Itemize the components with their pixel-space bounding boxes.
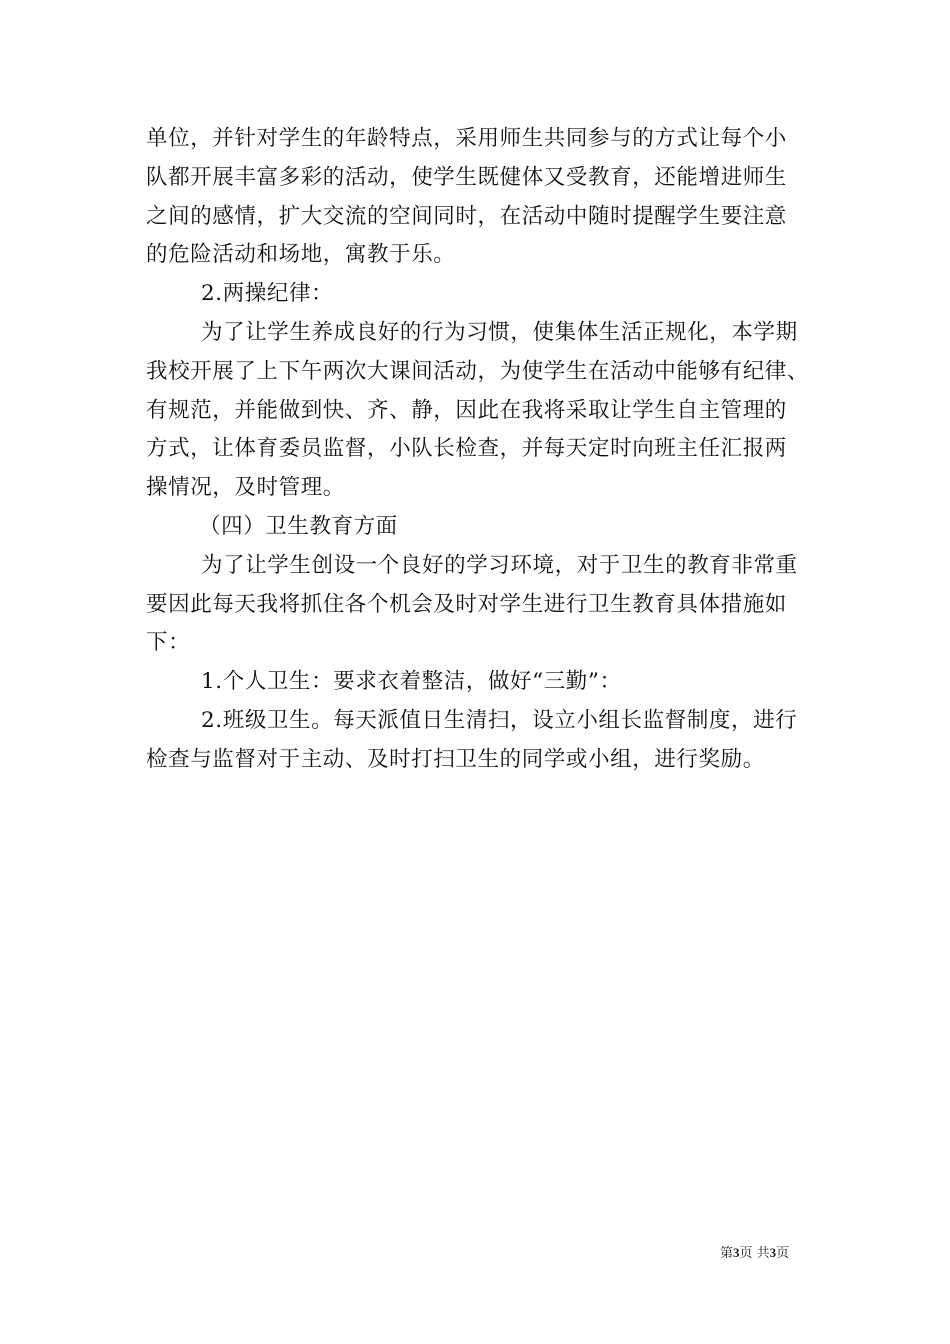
body-line: 有规范，并能做到快、齐、静，因此在我将采取让学生自主管理的 — [146, 397, 787, 423]
list-item: 1.个人卫生：要求衣着整洁，做好“三勤”： — [201, 669, 622, 695]
body-line: 我校开展了上下午两次大课间活动，为使学生在活动中能够有纪律、 — [146, 358, 810, 384]
section-heading: （四）卫生教育方面 — [199, 513, 398, 539]
body-line: 操情况，及时管理。 — [146, 475, 345, 501]
footer-middle: 页 共 — [739, 1246, 770, 1261]
list-item: 2.班级卫生。每天派值日生清扫，设立小组长监督制度，进行 — [201, 707, 798, 733]
body-line: 检查与监督对于主动、及时打扫卫生的同学或小组，进行奖励。 — [146, 746, 765, 772]
body-line: 下： — [146, 630, 191, 656]
footer-total-pages: 3 — [769, 1245, 777, 1260]
page-number-footer — [720, 1245, 789, 1262]
body-line: 的危险活动和场地，寓教于乐。 — [146, 242, 456, 268]
document-body — [146, 120, 811, 780]
section-item-heading: 2.两操纪律： — [201, 281, 334, 307]
footer-suffix: 页 — [776, 1246, 790, 1261]
paragraph-first-line: 为了让学生创设一个良好的学习环境，对于卫生的教育非常重 — [201, 552, 798, 578]
body-line: 要因此每天我将抓住各个机会及时对学生进行卫生教育具体措施如 — [146, 591, 787, 617]
body-line: 之间的感情，扩大交流的空间同时，在活动中随时提醒学生要注意 — [146, 203, 787, 229]
footer-prefix: 第 — [720, 1246, 734, 1261]
body-line: 队都开展丰富多彩的活动，使学生既健体又受教育，还能增进师生 — [146, 164, 787, 190]
body-line: 单位，并针对学生的年龄特点，采用师生共同参与的方式让每个小 — [146, 126, 787, 151]
body-line: 方式，让体育委员监督，小队长检查，并每天定时向班主任汇报两 — [146, 436, 787, 462]
footer-current-page: 3 — [733, 1245, 740, 1260]
paragraph-first-line: 为了让学生养成良好的行为习惯，使集体生活正规化，本学期 — [201, 319, 798, 345]
